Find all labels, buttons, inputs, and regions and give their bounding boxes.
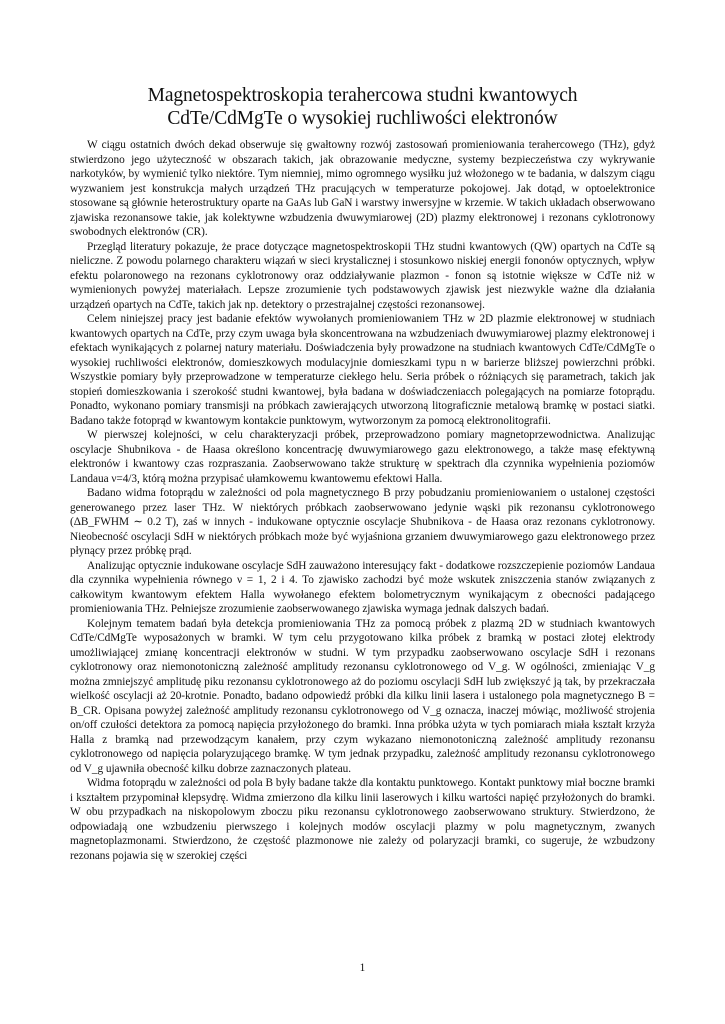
title-line-1: Magnetospektroskopia terahercowa studni kwantowych: [147, 85, 578, 106]
page-title: [90, 84, 635, 130]
paragraph-6: Analizując optycznie indukowane oscylacje SdH zauważono interesujący fakt - dodatkowe rozszczepienie poziomów Landaua dla czynnika wypełnienia równego ν = 1, 2 i 4. To zjawisko zachodzi być może wskutek zniszczenia stanów związanych z całkowitym kwantowym efektem Halla wywołanego efektem bolometrycznym wynikającym z obecności padającego promieniowania THz. Pełniejsze zrozumienie zaobserwowanego zjawiska wymaga jednak dalszych badań.: [70, 559, 655, 615]
title-line-2: CdTe/CdMgTe o wysokiej ruchliwości elektronów: [167, 108, 558, 129]
paragraph-3: Celem niniejszej pracy jest badanie efektów wywołanych promieniowaniem THz w 2D plazmie elektronowej w studniach kwantowych opartych na CdTe, przy czym uwaga była skoncentrowana na wzbudzeniach dwuwymiarowej plazmy elektronowej i efektach wynikających z polarnej natury materiału. Doświadczenia były prowadzone na studniach kwantowych CdTe/CdMgTe o wysokiej ruchliwości elektronów, domieszkowych modulacyjnie domieszkami typu n w barierze bliższej powierzchni próbki. Wszystkie pomiary były przeprowadzone w temperaturze ciekłego helu. Seria próbek o różniących się parametrach, takich jak stopień domieszkowania i szerokość studni kwantowej, była badana w doświadczeniacch polegających na pomiarze fotoprądu. Ponadto, wykonano pomiary transmisji na próbkach zawierających utworzoną litograficznie metalową bramkę w postaci siatki. Badano także fotoprąd w kwantowym kontakcie punktowym, wytworzonym za pomocą elektronolitografii.: [70, 313, 655, 427]
paragraph-4: W pierwszej kolejności, w celu charakteryzacji próbek, przeprowadzono pomiary magnetoprzewodnictwa. Analizując oscylacje Shubnikova - de Haasa określono koncentrację dwuwymiarowego gazu elektronowego, a także masę efektywną elektronów i kwantowy czas rozpraszania. Zaobserwowano także strukturę w spektrach dla czynnika wypełnienia poziomów Landaua ν=4/3, którą można przypisać ułamkowemu kwantowemu efektowi Halla.: [70, 429, 655, 485]
paragraph-8: Widma fotoprądu w zależności od pola B były badane także dla kontaktu punktowego. Kontakt punktowy miał boczne bramki i kształtem przypominał klepsydrę. Widma zmierzono dla kilku linii laserowych i kilku wartości napięć przyłożonych do bramki. W obu przypadkach na niskopolowym zboczu piku rezonansu cyklotronowego zaobserwowano struktury. Stwierdzono, że odpowiadają one wzbudzeniu pierwszego i kolejnych modów oscylacji plazmy w polu magnetycznym, zwanych magnetoplazmonami. Stwierdzono, że częstość plazmonowe nie zależy od polaryzacji bramki, co sugeruje, że wzbudzony rezonans pojawia się w szerokiej części: [70, 777, 655, 862]
paragraph-1: W ciągu ostatnich dwóch dekad obserwuje się gwałtowny rozwój zastosowań promieniowania terahercowego (THz), gdyż stwierdzono jego użyteczność w obszarach takich, jak obrazowanie medyczne, systemy bezpieczeństwa czy wykrywanie narkotyków, by wymienić tylko niektóre. Tym niemniej, mimo ogromnego wysiłku już włożonego w te badania, w dalszym ciągu wyzwaniem jest konstrukcja małych urządzeń THz pracujących w temperaturze pokojowej. Jak dotąd, w optoelektronice stosowane są głównie heterostruktury oparte na GaAs lub GaN i warstwy inwersyjne w krzemie. W takich układach obserwowano zjawiska rezonansowe takie, jak kolektywne wzbudzenia dwuwymiarowej (2D) plazmy elektronowej i rezonans cyklotronowy swobodnych elektronów (CR).: [70, 139, 655, 238]
body-text: [70, 138, 655, 863]
paragraph-5: Badano widma fotoprądu w zależności od pola magnetycznego B przy pobudzaniu promieniowaniem o ustalonej częstości generowanego przez laser THz. W niektórych próbkach zaobserwowano jedynie wąski pik rezonansu cyklotronowego (ΔB_FWHM ∼ 0.2 T), zaś w innych - indukowane optycznie oscylacje Shubnikova - de Haasa oraz rezonans cyklotronowy. Nieobecność oscylacji SdH w niektórych próbkach może być wyjaśniona grzaniem dwuwymiarowego gazu elektronowego przez płynący przez próbkę prąd.: [70, 487, 655, 557]
paragraph-2: Przegląd literatury pokazuje, że prace dotyczące magnetospektroskopii THz studni kwantowych (QW) opartych na CdTe są nieliczne. Z powodu polarnego charakteru wiązań w sieci krystalicznej i stosunkowo niskiej energii fononów optycznych, wpływ efektu polaronowego na rezonans cyklotronowy oraz oddziaływanie plazmon - fonon są istotnie większe w CdTe niż w wymienionych powyżej materiałach. Lepsze zrozumienie tych podstawowych zjawisk jest niezwykle ważne dla działania urządzeń opartych na CdTe, takich jak np. detektory o przestrajalnej częstości rezonansowej.: [70, 240, 655, 311]
paragraph-7: Kolejnym tematem badań była detekcja promieniowania THz za pomocą próbek z plazmą 2D w studniach kwantowych CdTe/CdMgTe wyposażonych w bramki. W tym celu przygotowano kilka próbek z bramką w postaci złotej elektrody umożliwiającej zmianę koncentracji elektronów w studni. W tym przypadku zaobserwowano oscylacje SdH i rezonans cyklotronowy oraz niemonotoniczną zależność amplitudy rezonansu cyklotronowego od V_g. W ogólności, zmieniając V_g można zmniejszyć amplitudę piku rezonansu cyklotronowego aż do poziomu oscylacji SdH lub zwiększyć ją tak, by przekraczała wielkość oscylacji aż 20-krotnie. Ponadto, badano odpowiedź próbki dla kilku linii lasera i ustalonego pola magnetycznego B = B_CR. Opisana powyżej zależność amplitudy rezonansu cyklotronowego od V_g oznacza, inaczej mówiąc, możliwość strojenia on/off czułości detektora za pomocą napięcia przyłożonego do bramki. Inna próbka użyta w tych pomiarach miała kształt krzyża Halla z bramką nad przewodzącym kanałem, przy czym wykazano niemonotoniczną zależność amplitudy rezonansu cyklotronowego od napięcia polaryzującego bramkę. W tym jednak przypadku, zależność amplitudy rezonansu cyklotronowego od V_g ujawniła obecność kilku dobrze zaznaczonych plateau.: [70, 617, 655, 775]
page-number: 1: [359, 962, 366, 974]
